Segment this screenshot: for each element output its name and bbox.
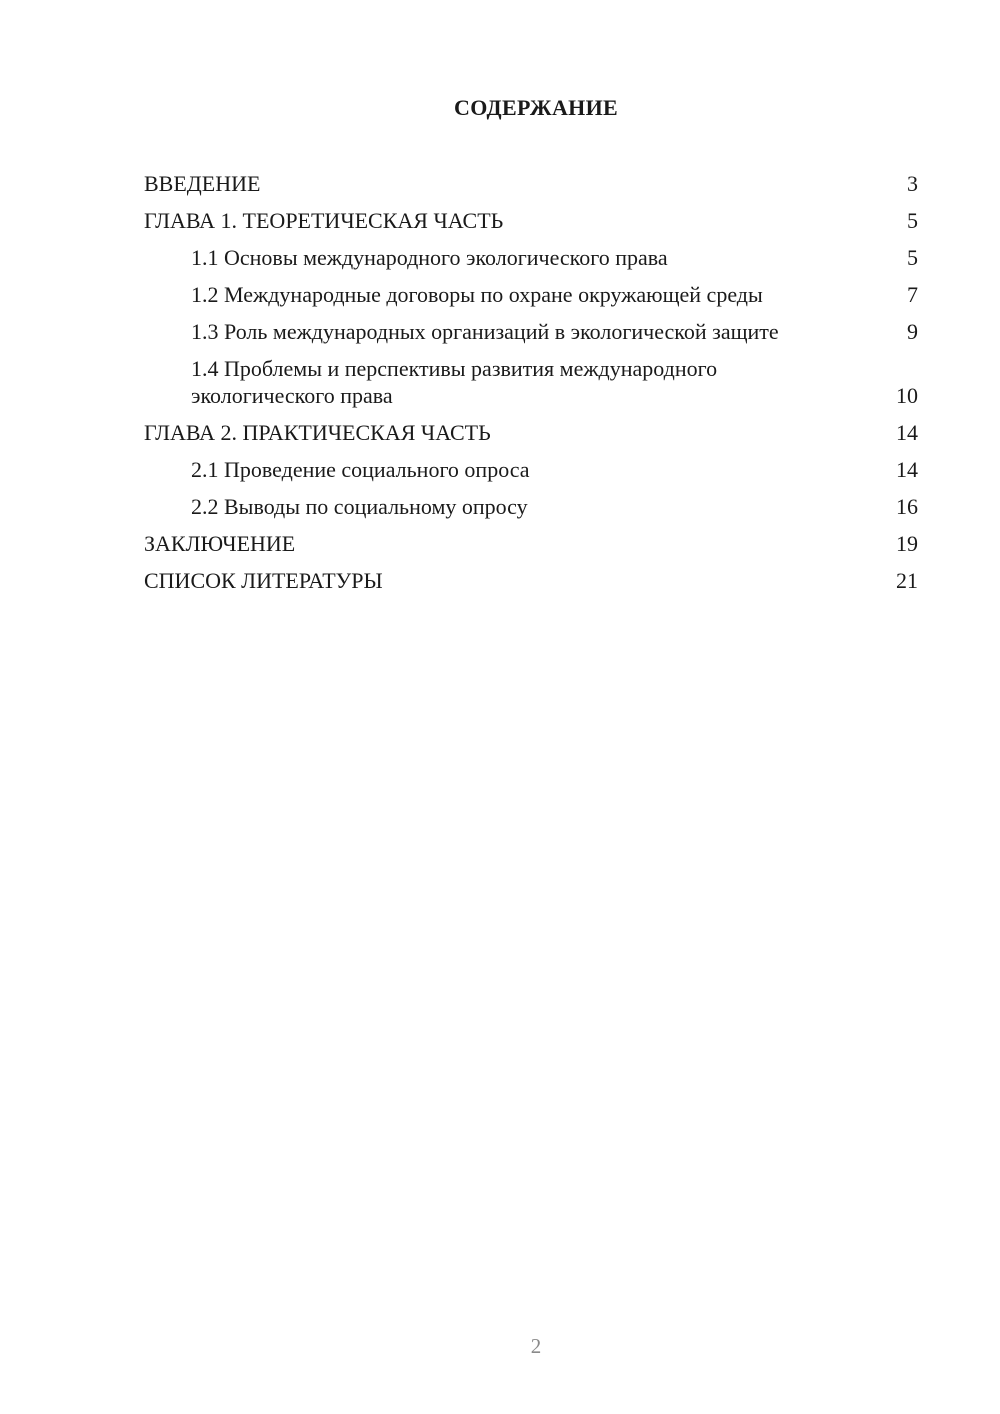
page-number: 2 xyxy=(530,1334,542,1358)
toc-entry-section-1-1[interactable] xyxy=(144,244,918,271)
toc-entry-page: 14 xyxy=(896,420,918,445)
toc-entry-label: ГЛАВА 1. ТЕОРЕТИЧЕСКАЯ ЧАСТЬ xyxy=(144,208,504,233)
toc-entry-page: 7 xyxy=(907,282,918,307)
toc-entry-page: 16 xyxy=(896,494,918,519)
toc-entry-page: 5 xyxy=(907,208,918,233)
toc-entry-page: 5 xyxy=(907,245,918,270)
toc-entry-introduction[interactable] xyxy=(144,170,918,197)
toc-entry-section-1-2[interactable] xyxy=(144,281,918,308)
toc-entry-page: 21 xyxy=(896,568,918,593)
toc-entry-chapter-2[interactable] xyxy=(144,419,918,446)
toc-entry-section-2-1[interactable] xyxy=(144,456,918,483)
toc-entry-label: 2.1 Проведение социального опроса xyxy=(191,457,530,482)
toc-entry-label: ГЛАВА 2. ПРАКТИЧЕСКАЯ ЧАСТЬ xyxy=(144,420,491,445)
toc-entry-label: 1.4 Проблемы и перспективы развития международного экологического права xyxy=(191,356,718,408)
toc-entry-section-2-2[interactable] xyxy=(144,493,918,520)
toc-entry-chapter-1[interactable] xyxy=(144,207,918,234)
toc-entry-label: ЗАКЛЮЧЕНИЕ xyxy=(144,531,296,556)
toc-entry-label: 1.3 Роль международных организаций в экологической защите xyxy=(191,319,779,344)
table-of-contents xyxy=(144,170,918,594)
toc-entry-label: 1.1 Основы международного экологического права xyxy=(191,245,668,270)
toc-entry-section-1-3[interactable] xyxy=(144,318,918,345)
toc-entry-section-1-4[interactable] xyxy=(144,355,918,409)
toc-entry-label: СПИСОК ЛИТЕРАТУРЫ xyxy=(144,568,383,593)
toc-entry-conclusion[interactable] xyxy=(144,530,918,557)
toc-entry-page: 3 xyxy=(907,171,918,196)
toc-entry-label: 2.2 Выводы по социальному опросу xyxy=(191,494,528,519)
toc-entry-page: 9 xyxy=(907,319,918,344)
page-title: СОДЕРЖАНИЕ xyxy=(454,95,618,120)
toc-entry-label: ВВЕДЕНИЕ xyxy=(144,171,261,196)
toc-entry-references[interactable] xyxy=(144,567,918,594)
toc-entry-page: 10 xyxy=(896,383,918,408)
toc-entry-page: 14 xyxy=(896,457,918,482)
toc-entry-label: 1.2 Международные договоры по охране окружающей среды xyxy=(191,282,763,307)
toc-entry-page: 19 xyxy=(896,531,918,556)
